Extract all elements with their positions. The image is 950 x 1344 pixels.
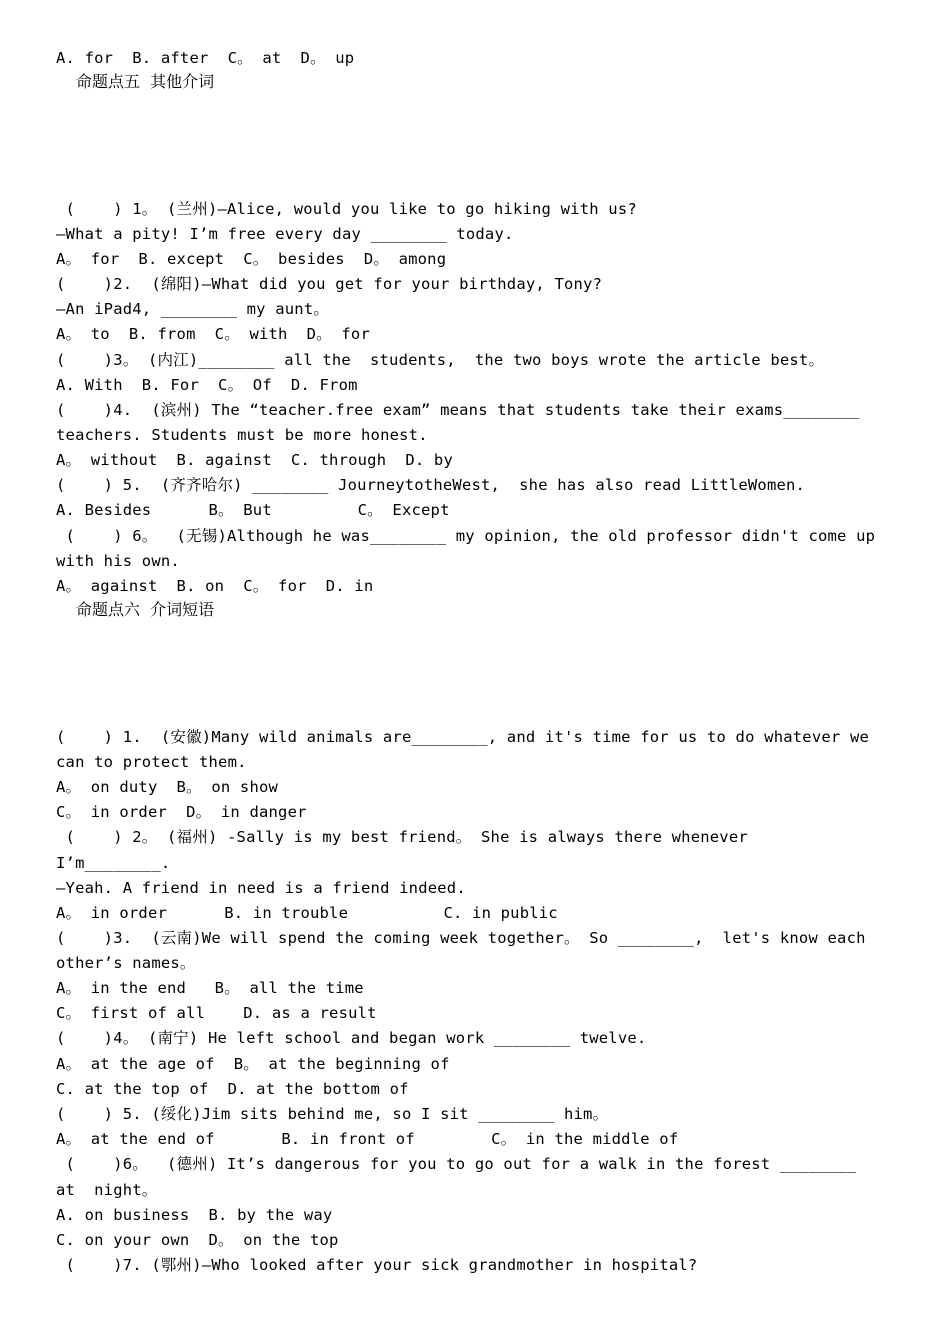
answer-options: A。 to B. from C。 with D。 for — [56, 325, 370, 343]
question-line: teachers. Students must be more honest. — [56, 426, 428, 444]
answer-options: A. for B. after C。 at D。 up — [56, 49, 355, 67]
answer-options: C。 first of all D. as a result — [56, 1004, 377, 1022]
answer-options: A。 at the end of B. in front of C。 in the middle of — [56, 1130, 679, 1148]
question-line: ( )2. (绵阳)—What did you get for your birthday, Tony? — [56, 275, 603, 293]
answer-options: A。 in order B. in trouble C. in public — [56, 904, 558, 922]
question-line: ( )3。 (内江)________ all the students, the two boys wrote the article best。 — [56, 351, 825, 369]
question-line: other’s names。 — [56, 954, 196, 972]
question-line: —Yeah. A friend in need is a friend indeed. — [56, 879, 466, 897]
question-line: ( )4。 (南宁) He left school and began work ________ twelve. — [56, 1029, 647, 1047]
question-line: ( )6。 (德州) It’s dangerous for you to go out for a walk in the forest ________ — [56, 1155, 857, 1173]
answer-options: A。 at the age of B。 at the beginning of — [56, 1055, 450, 1073]
question-line: ( ) 1. (安徽)Many wild animals are________, and it's time for us to do whatever we — [56, 728, 870, 746]
answer-options: A. on business B. by the way — [56, 1206, 333, 1224]
question-line: at night。 — [56, 1181, 158, 1199]
question-line: —What a pity! I’m free every day ________ today. — [56, 225, 514, 243]
question-line: ( ) 5. (绥化)Jim sits behind me, so I sit ________ him。 — [56, 1105, 609, 1123]
answer-options: C. on your own D。 on the top — [56, 1231, 339, 1249]
question-line: ( )7. (鄂州)—Who looked after your sick grandmother in hospital? — [56, 1256, 698, 1274]
question-line: ( ) 1。 (兰州)—Alice, would you like to go hiking with us? — [56, 200, 637, 218]
answer-options: C。 in order D。 in danger — [56, 803, 307, 821]
question-line: can to protect them. — [56, 753, 247, 771]
question-line: ( ) 5. (齐齐哈尔) ________ JourneytotheWest, she has also read LittleWomen. — [56, 476, 806, 494]
question-line: I’m________. — [56, 854, 171, 872]
question-line: ( )4. (滨州) The “teacher.free exam” means that students take their exams________ — [56, 401, 860, 419]
answer-options: C. at the top of D. at the bottom of — [56, 1080, 409, 1098]
answer-options: A. With B. For C。 Of D. From — [56, 376, 358, 394]
answer-options: A。 without B. against C. through D. by — [56, 451, 453, 469]
question-line: —An iPad4, ________ my aunt。 — [56, 300, 330, 318]
question-line: ( ) 2。 (福州) -Sally is my best friend。 She is always there whenever — [56, 828, 748, 846]
section-heading: 命题点五 其他介词 — [76, 72, 215, 91]
question-line: ( ) 6。 (无锡)Although he was________ my opinion, the old professor didn't come up — [56, 527, 876, 545]
question-line: ( )3. (云南)We will spend the coming week together。 So ________, let's know each — [56, 929, 866, 947]
answer-options: A。 in the end B。 all the time — [56, 979, 364, 997]
section-heading: 命题点六 介词短语 — [76, 600, 215, 619]
question-line: with his own. — [56, 552, 180, 570]
answer-options: A。 for B. except C。 besides D。 among — [56, 250, 447, 268]
answer-options: A. Besides B。 But C。 Except — [56, 501, 450, 519]
answer-options: A。 against B. on C。 for D. in — [56, 577, 374, 595]
answer-options: A。 on duty B。 on show — [56, 778, 279, 796]
